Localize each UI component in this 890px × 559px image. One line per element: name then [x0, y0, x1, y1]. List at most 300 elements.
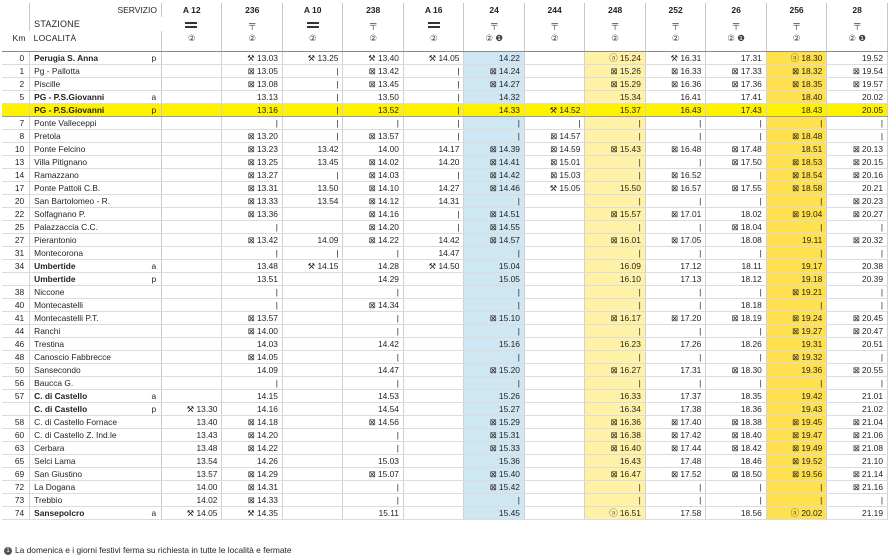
bus-icon: [161, 17, 221, 31]
time-cell: ⊠ 18.38: [706, 415, 766, 428]
time-cell: ⊠ 14.42: [464, 168, 524, 181]
arrival-departure-flag: [147, 441, 162, 454]
time-cell: |: [403, 90, 463, 103]
time-cell: ⊠ 14.20: [343, 220, 403, 233]
footnote-text: La domenica e i giorni festivi ferma su richiesta in tutte le località e fermate: [15, 545, 292, 555]
time-cell: ⊠ 19.04: [766, 207, 826, 220]
time-cell: 13.54: [161, 454, 221, 467]
time-cell: ⊠ 19.24: [766, 311, 826, 324]
frequency-icon: ②: [585, 31, 645, 51]
time-cell: 14.03: [222, 337, 282, 350]
train-number: A 12: [161, 3, 221, 17]
time-cell: 17.31: [706, 51, 766, 64]
time-cell: ⊠ 15.07: [343, 467, 403, 480]
time-cell: ⊠ 15.10: [464, 311, 524, 324]
time-cell: 21.01: [827, 389, 888, 402]
time-cell: 13.13: [222, 90, 282, 103]
time-cell: 14.42: [403, 233, 463, 246]
arrival-departure-flag: [147, 142, 162, 155]
station-name: Montecorona: [30, 246, 147, 259]
timetable-row: [2, 350, 888, 363]
station-name: Trestina: [30, 337, 147, 350]
time-cell: 17.37: [645, 389, 705, 402]
station-name: Sansepolcro: [30, 506, 147, 519]
timetable-row: [2, 415, 888, 428]
bus-icon: [282, 17, 342, 31]
timetable-row: [2, 51, 888, 64]
time-cell: ⚒ 13.25: [282, 51, 342, 64]
time-cell: ⊠ 14.57: [524, 129, 584, 142]
time-cell: [161, 285, 221, 298]
time-cell: [161, 324, 221, 337]
time-cell: ⊠ 14.00: [222, 324, 282, 337]
time-cell: [524, 298, 584, 311]
arrival-departure-flag: [147, 298, 162, 311]
time-cell: |: [585, 324, 645, 337]
station-name: Canoscio Fabbrecce: [30, 350, 147, 363]
timetable-row: [2, 77, 888, 90]
time-cell: ⊠ 20.23: [827, 194, 888, 207]
time-cell: [161, 337, 221, 350]
time-cell: |: [282, 168, 342, 181]
time-cell: ⊠ 13.42: [222, 233, 282, 246]
time-cell: ⚒ 13.03: [222, 51, 282, 64]
km-cell: 10: [2, 142, 30, 155]
time-cell: ⊠ 15.26: [585, 64, 645, 77]
time-cell: ⚒ 13.40: [343, 51, 403, 64]
time-cell: ⊠ 21.06: [827, 428, 888, 441]
time-cell: |: [645, 493, 705, 506]
frequency-icon: ②: [524, 31, 584, 51]
time-cell: |: [706, 129, 766, 142]
km-cell: 13: [2, 155, 30, 168]
time-cell: [161, 103, 221, 116]
time-cell: ⊠ 17.52: [645, 467, 705, 480]
time-cell: [403, 415, 463, 428]
arrival-departure-flag: [147, 467, 162, 480]
time-cell: ⊠ 15.29: [464, 415, 524, 428]
time-cell: [403, 376, 463, 389]
arrival-departure-flag: [147, 454, 162, 467]
time-cell: ⊠ 14.34: [343, 298, 403, 311]
time-cell: [403, 285, 463, 298]
train-number: 26: [706, 3, 766, 17]
time-cell: 17.12: [645, 259, 705, 272]
timetable-row: [2, 376, 888, 389]
time-cell: ⊠ 17.48: [706, 142, 766, 155]
time-cell: ⊠ 18.04: [706, 220, 766, 233]
time-cell: [161, 350, 221, 363]
time-cell: |: [403, 103, 463, 116]
time-cell: [161, 155, 221, 168]
time-cell: [524, 90, 584, 103]
time-cell: [282, 324, 342, 337]
time-cell: [161, 272, 221, 285]
time-cell: 15.37: [585, 103, 645, 116]
time-cell: ⊠ 19.45: [766, 415, 826, 428]
time-cell: 14.42: [343, 337, 403, 350]
time-cell: ⊠ 14.20: [222, 428, 282, 441]
time-cell: [524, 337, 584, 350]
time-cell: 14.32: [464, 90, 524, 103]
time-cell: ⊠ 13.36: [222, 207, 282, 220]
station-name: Umbertide: [30, 259, 147, 272]
time-cell: ⊠ 13.31: [222, 181, 282, 194]
time-cell: ⓐ 15.24: [585, 51, 645, 64]
time-cell: 18.02: [706, 207, 766, 220]
time-cell: |: [827, 298, 888, 311]
time-cell: ⊠ 14.41: [464, 155, 524, 168]
km-cell: [2, 402, 30, 415]
arrival-departure-flag: [147, 168, 162, 181]
train-number: 244: [524, 3, 584, 17]
timetable-row: [2, 480, 888, 493]
time-cell: ⊠ 16.17: [585, 311, 645, 324]
arrival-departure-flag: p: [147, 51, 162, 64]
timetable-row: [2, 298, 888, 311]
time-cell: [161, 77, 221, 90]
time-cell: |: [403, 168, 463, 181]
km-cell: 31: [2, 246, 30, 259]
km-cell: 22: [2, 207, 30, 220]
station-name: PG - P.S.Giovanni: [30, 90, 147, 103]
arrival-departure-flag: [147, 363, 162, 376]
time-cell: 18.18: [706, 298, 766, 311]
time-cell: ⊠ 18.48: [766, 129, 826, 142]
time-cell: |: [645, 285, 705, 298]
time-cell: 19.42: [766, 389, 826, 402]
time-cell: 15.45: [464, 506, 524, 519]
time-cell: 19.11: [766, 233, 826, 246]
km-cell: [2, 103, 30, 116]
station-name: Pg - Pallotta: [30, 64, 147, 77]
time-cell: ⊠ 16.40: [585, 441, 645, 454]
time-cell: ⊠ 13.08: [222, 77, 282, 90]
time-cell: 15.16: [464, 337, 524, 350]
frequency-icon: ②: [222, 31, 282, 51]
time-cell: 19.31: [766, 337, 826, 350]
time-cell: 14.47: [343, 363, 403, 376]
km-cell: 57: [2, 389, 30, 402]
time-cell: 13.57: [161, 467, 221, 480]
time-cell: ⊠ 14.16: [343, 207, 403, 220]
km-cell: 17: [2, 181, 30, 194]
time-cell: 16.33: [585, 389, 645, 402]
time-cell: 13.52: [343, 103, 403, 116]
time-cell: |: [403, 129, 463, 142]
station-name: PG - P.S.Giovanni: [30, 103, 147, 116]
km-cell: 46: [2, 337, 30, 350]
time-cell: [161, 233, 221, 246]
time-cell: [161, 220, 221, 233]
station-name: Solfagnano P.: [30, 207, 147, 220]
time-cell: ⊠ 20.55: [827, 363, 888, 376]
time-cell: |: [645, 376, 705, 389]
time-cell: ⊠ 18.32: [766, 64, 826, 77]
time-cell: 14.31: [403, 194, 463, 207]
time-cell: |: [645, 194, 705, 207]
station-name: Sansecondo: [30, 363, 147, 376]
time-cell: ⊠ 14.27: [464, 77, 524, 90]
time-cell: 14.00: [161, 480, 221, 493]
time-cell: |: [585, 168, 645, 181]
time-cell: ⊠ 15.03: [524, 168, 584, 181]
km-cell: 60: [2, 428, 30, 441]
km-cell: 34: [2, 259, 30, 272]
time-cell: 14.22: [464, 51, 524, 64]
time-cell: ⊠ 19.57: [827, 77, 888, 90]
time-cell: |: [585, 350, 645, 363]
station-name: C. di Castello Fornace: [30, 415, 147, 428]
time-cell: [161, 51, 221, 64]
time-cell: ⊠ 18.40: [706, 428, 766, 441]
time-cell: ⊠ 15.31: [464, 428, 524, 441]
time-cell: |: [766, 298, 826, 311]
km-cell: 73: [2, 493, 30, 506]
station-name: San Giustino: [30, 467, 147, 480]
time-cell: |: [706, 376, 766, 389]
time-cell: 16.43: [645, 103, 705, 116]
time-cell: ⊠ 16.27: [585, 363, 645, 376]
time-cell: 16.23: [585, 337, 645, 350]
time-cell: [161, 116, 221, 129]
time-cell: [524, 441, 584, 454]
time-cell: [524, 467, 584, 480]
arrival-departure-flag: [147, 337, 162, 350]
train-icon: ╤: [585, 17, 645, 31]
time-cell: 18.56: [706, 506, 766, 519]
time-cell: [524, 311, 584, 324]
time-cell: 19.52: [827, 51, 888, 64]
timetable-row: [2, 155, 888, 168]
station-name: Niccone: [30, 285, 147, 298]
time-cell: [524, 233, 584, 246]
station-name: Perugia S. Anna: [30, 51, 147, 64]
arrival-departure-flag: [147, 194, 162, 207]
time-cell: |: [766, 493, 826, 506]
time-cell: ⊠ 13.23: [222, 142, 282, 155]
time-cell: |: [766, 480, 826, 493]
time-cell: [524, 454, 584, 467]
time-cell: |: [282, 116, 342, 129]
time-cell: |: [524, 116, 584, 129]
time-cell: ⊠ 19.27: [766, 324, 826, 337]
time-cell: [524, 77, 584, 90]
time-cell: ⊠ 17.50: [706, 155, 766, 168]
time-cell: 13.43: [161, 428, 221, 441]
km-cell: 40: [2, 298, 30, 311]
time-cell: [282, 285, 342, 298]
time-cell: 17.26: [645, 337, 705, 350]
time-cell: [403, 389, 463, 402]
time-cell: [282, 441, 342, 454]
time-cell: |: [222, 246, 282, 259]
time-cell: ⊠ 16.33: [645, 64, 705, 77]
time-cell: |: [645, 298, 705, 311]
time-cell: ⊠ 17.55: [706, 181, 766, 194]
time-cell: ⊠ 14.22: [222, 441, 282, 454]
train-number: 252: [645, 3, 705, 17]
time-cell: [282, 298, 342, 311]
time-cell: ⊠ 15.01: [524, 155, 584, 168]
time-cell: ⚒ 14.52: [524, 103, 584, 116]
time-cell: 14.28: [343, 259, 403, 272]
time-cell: 18.46: [706, 454, 766, 467]
time-cell: ⊠ 18.58: [766, 181, 826, 194]
time-cell: 14.20: [403, 155, 463, 168]
time-cell: |: [464, 376, 524, 389]
station-name: Ponte Pattoli C.B.: [30, 181, 147, 194]
time-cell: |: [464, 298, 524, 311]
time-cell: 16.43: [585, 454, 645, 467]
km-cell: 56: [2, 376, 30, 389]
time-cell: ⊠ 19.47: [766, 428, 826, 441]
time-cell: 15.11: [343, 506, 403, 519]
time-cell: |: [706, 480, 766, 493]
time-cell: |: [403, 220, 463, 233]
time-cell: ⊠ 20.27: [827, 207, 888, 220]
time-cell: [403, 467, 463, 480]
time-cell: ⊠ 19.21: [766, 285, 826, 298]
footnote-mark: 1: [4, 547, 12, 555]
time-cell: ⊠ 15.42: [464, 480, 524, 493]
time-cell: 18.35: [706, 389, 766, 402]
frequency-icon: ②: [282, 31, 342, 51]
time-cell: [403, 311, 463, 324]
time-cell: |: [645, 220, 705, 233]
time-cell: ⊠ 14.10: [343, 181, 403, 194]
timetable-row: [2, 272, 888, 285]
train-icon: ╤: [464, 17, 524, 31]
time-cell: [161, 142, 221, 155]
train-number: 256: [766, 3, 826, 17]
time-cell: |: [282, 64, 342, 77]
arrival-departure-flag: p: [147, 103, 162, 116]
time-cell: ⊠ 20.16: [827, 168, 888, 181]
time-cell: [161, 389, 221, 402]
time-cell: 14.54: [343, 402, 403, 415]
km-cell: 44: [2, 324, 30, 337]
time-cell: ⊠ 16.57: [645, 181, 705, 194]
time-cell: ⊠ 19.49: [766, 441, 826, 454]
time-cell: 14.27: [403, 181, 463, 194]
time-cell: 14.17: [403, 142, 463, 155]
time-cell: |: [706, 194, 766, 207]
station-name: Ranchi: [30, 324, 147, 337]
time-cell: [161, 246, 221, 259]
timetable-row: [2, 233, 888, 246]
time-cell: |: [827, 246, 888, 259]
frequency-icon: ② ❶: [827, 31, 888, 51]
time-cell: 15.05: [464, 272, 524, 285]
time-cell: |: [343, 285, 403, 298]
time-cell: ⚒ 16.31: [645, 51, 705, 64]
timetable-row: [2, 441, 888, 454]
time-cell: ⚒ 14.15: [282, 259, 342, 272]
time-cell: |: [403, 77, 463, 90]
time-cell: |: [343, 428, 403, 441]
time-cell: ⊠ 19.52: [766, 454, 826, 467]
time-cell: 20.51: [827, 337, 888, 350]
time-cell: 18.11: [706, 259, 766, 272]
time-cell: |: [343, 493, 403, 506]
time-cell: [524, 402, 584, 415]
station-name: Ponte Valleceppi: [30, 116, 147, 129]
time-cell: [524, 415, 584, 428]
time-cell: 15.50: [585, 181, 645, 194]
time-cell: [282, 402, 342, 415]
time-cell: ⊠ 20.32: [827, 233, 888, 246]
time-cell: 13.42: [282, 142, 342, 155]
time-cell: ⊠ 20.47: [827, 324, 888, 337]
km-cell: 48: [2, 350, 30, 363]
time-cell: |: [585, 246, 645, 259]
time-cell: 17.43: [706, 103, 766, 116]
time-cell: [524, 493, 584, 506]
time-cell: |: [706, 350, 766, 363]
time-cell: 18.43: [766, 103, 826, 116]
timetable-row: [2, 311, 888, 324]
time-cell: [282, 207, 342, 220]
footnote: [4, 545, 292, 555]
arrival-departure-flag: [147, 428, 162, 441]
time-cell: ⊠ 14.57: [464, 233, 524, 246]
arrival-departure-flag: [147, 207, 162, 220]
time-cell: |: [343, 116, 403, 129]
time-cell: 15.27: [464, 402, 524, 415]
time-cell: [161, 181, 221, 194]
timetable-body: [2, 51, 888, 519]
time-cell: ⊠ 16.38: [585, 428, 645, 441]
time-cell: [282, 272, 342, 285]
time-cell: [282, 415, 342, 428]
frequency-icon: ②: [645, 31, 705, 51]
arrival-departure-flag: [147, 324, 162, 337]
time-cell: ⊠ 13.27: [222, 168, 282, 181]
time-cell: [403, 337, 463, 350]
time-cell: 14.29: [343, 272, 403, 285]
time-cell: |: [645, 116, 705, 129]
time-cell: |: [827, 220, 888, 233]
time-cell: |: [464, 129, 524, 142]
timetable-row: [2, 194, 888, 207]
time-cell: [524, 246, 584, 259]
time-cell: |: [706, 116, 766, 129]
arrival-departure-flag: [147, 415, 162, 428]
time-cell: ⊠ 13.25: [222, 155, 282, 168]
time-cell: ⊠ 14.03: [343, 168, 403, 181]
time-cell: 19.17: [766, 259, 826, 272]
time-cell: ⊠ 14.22: [343, 233, 403, 246]
time-cell: ⊠ 14.29: [222, 467, 282, 480]
time-cell: ⊠ 18.35: [766, 77, 826, 90]
time-cell: ⊠ 13.57: [222, 311, 282, 324]
train-icon: ╤: [524, 17, 584, 31]
time-cell: 16.09: [585, 259, 645, 272]
time-cell: ⊠ 16.48: [645, 142, 705, 155]
train-number: A 16: [403, 3, 463, 17]
train-number: 238: [343, 3, 403, 17]
timetable-row: [2, 246, 888, 259]
time-cell: ⊠ 16.36: [645, 77, 705, 90]
km-cell: 20: [2, 194, 30, 207]
servizio-label: SERVIZIO: [30, 3, 162, 17]
timetable-row: [2, 363, 888, 376]
time-cell: [282, 493, 342, 506]
time-cell: |: [706, 285, 766, 298]
time-cell: 14.26: [222, 454, 282, 467]
time-cell: 14.33: [464, 103, 524, 116]
